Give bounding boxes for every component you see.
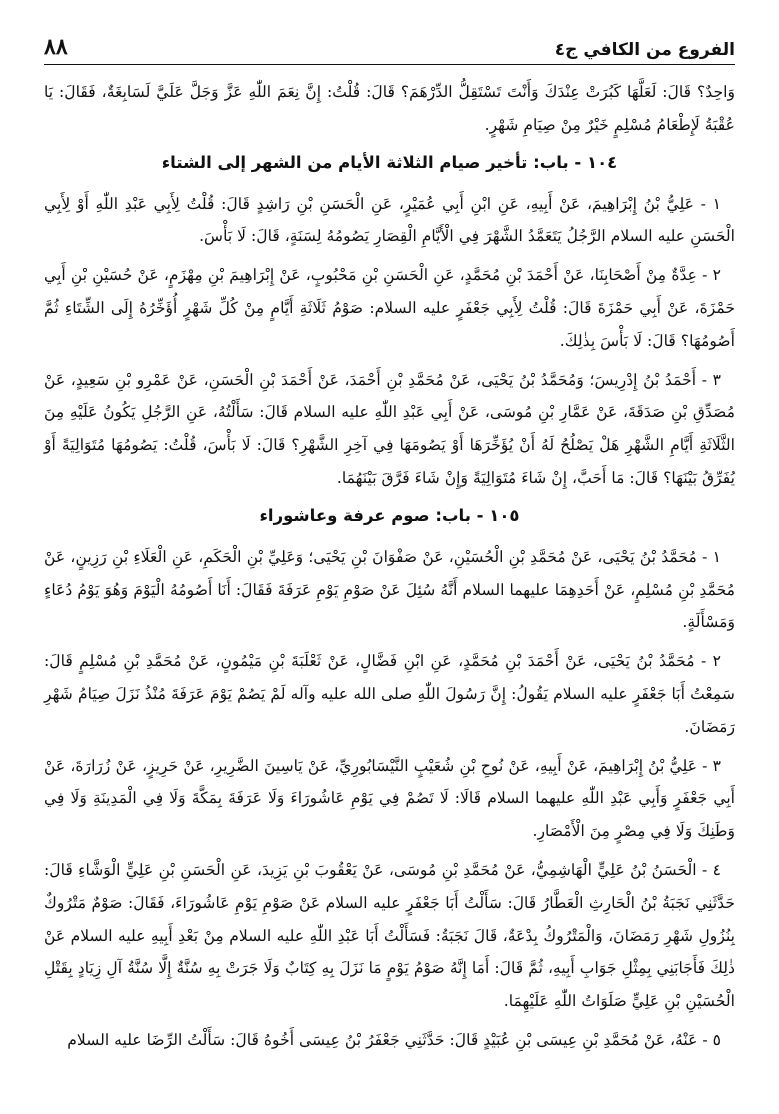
running-title: الفروع من الكافي ج٤	[554, 40, 735, 60]
hadith-105-2: ٢ - مُحَمَّدُ بْنُ يَحْيَى، عَنْ أَحْمَدَ بْنِ مُحَمَّدٍ، عَنِ ابْنِ فَضَّالٍ، عَنْ ثَعْلَبَةَ بْنِ مَيْمُونٍ، عَنْ مُحَمَّدِ بْنِ مُسْلِمٍ قَالَ: سَمِعْتُ أَبَا جَعْفَرٍ عليه السلام يَقُولُ: إِنَّ رَسُولَ اللّٰهِ صلى الله عليه وآله لَمْ يَصُمْ يَوْمَ عَرَفَةَ مُنْذُ نَزَلَ صِيَامُ شَهْرِ رَمَضَانَ.	[44, 652, 735, 736]
hadith-104-1: ١ - عَلِيُّ بْنُ إِبْرَاهِيمَ، عَنْ أَبِيهِ، عَنِ ابْنِ أَبِي عُمَيْرٍ، عَنِ الْحَسَنِ بْنِ رَاشِدٍ قَالَ: قُلْتُ لِأَبِي عَبْدِ اللّٰهِ أَوْ لِأَبِي الْحَسَنِ عليه السلام الرَّجُلُ يَتَعَمَّدُ الشَّهْرَ فِي الْأَيَّامِ الْقِصَارِ يَصُومُهُ لِسَنَةٍ، قَالَ: لَا بَأْسَ.	[44, 194, 735, 246]
chapter-heading-105: ١٠٥ - باب: صوم عرفة وعاشوراء	[259, 505, 520, 525]
continuation-paragraph: وَاحِدٌ؟ قَالَ: لَعَلَّهَا كَبُرَتْ عِنْدَكَ وَأَنْتَ تَسْتَقِلُّ الدِّرْهَمَ؟ قَالَ: قُلْتُ: إِنَّ نِعَمَ اللّٰهِ عَزَّ وَجَلَّ عَلَيَّ لَسَابِغَةٌ، فَقَالَ: يَا عُقْبَةُ لَإِطْعَامُ مُسْلِمٍ خَيْرٌ مِنْ صِيَامِ شَهْرٍ.	[44, 83, 735, 134]
page-body	[44, 76, 735, 1063]
chapter-heading-104: ١٠٤ - باب: تأخير صيام الثلاثة الأيام من الشهر إلى الشتاء	[161, 152, 618, 172]
hadith-104-2: ٢ - عِدَّةٌ مِنْ أَصْحَابِنَا، عَنْ أَحْمَدَ بْنِ مُحَمَّدٍ، عَنِ الْحَسَنِ بْنِ مَحْبُوبٍ، عَنْ إِبْرَاهِيمَ بْنِ مِهْزَمٍ، عَنْ حُسَيْنِ بْنِ أَبِي حَمْزَةَ، عَنْ أَبِي حَمْزَةَ قَالَ: قُلْتُ لِأَبِي جَعْفَرٍ عليه السلام: صَوْمُ ثَلَاثَةِ أَيَّامٍ مِنْ كُلِّ شَهْرٍ أُؤَخِّرُهُ إِلَى الشِّتَاءِ ثُمَّ أَصُومُهَا؟ قَالَ: لَا بَأْسَ بِذٰلِكَ.	[44, 266, 735, 350]
page-header	[44, 26, 735, 65]
hadith-105-5: ٥ - عَنْهُ، عَنْ مُحَمَّدِ بْنِ عِيسَى بْنِ عُبَيْدٍ قَالَ: حَدَّثَنِي جَعْفَرُ بْنُ عِيسَى أَخُوهُ قَالَ: سَأَلْتُ الرِّضَا عليه السلام	[67, 1030, 721, 1049]
hadith-104-3: ٣ - أَحْمَدُ بْنُ إِدْرِيسَ؛ وَمُحَمَّدُ بْنُ يَحْيَى، عَنْ مُحَمَّدِ بْنِ أَحْمَدَ، عَنْ أَحْمَدَ بْنِ الْحَسَنِ، عَنْ عَمْرِو بْنِ سَعِيدٍ، عَنْ مُصَدِّقِ بْنِ صَدَقَةَ، عَنْ عَمَّارِ بْنِ مُوسَى، عَنْ أَبِي عَبْدِ اللّٰهِ عليه السلام قَالَ: سَأَلْتُهُ، عَنِ الرَّجُلِ يَكُونُ عَلَيْهِ مِنَ الثَّلَاثَةِ أَيَّامِ الشَّهْرِ هَلْ يَصْلُحُ لَهُ أَنْ يُؤَخِّرَهَا أَوْ يَصُومَهَا فِي آخِرِ الشَّهْرِ؟ قَالَ: لَا بَأْسَ، قُلْتُ: يَصُومُهَا مُتَوَالِيَةً أَوْ يُفَرِّقُ بَيْنَهَا؟ قَالَ: مَا أَحَبَّ، إِنْ شَاءَ مُتَوَالِيَةً وَإِنْ شَاءَ فَرَّقَ بَيْنَهُمَا.	[44, 370, 735, 487]
hadith-105-4: ٤ - الْحَسَنُ بْنُ عَلِيٍّ الْهَاشِمِيُّ، عَنْ مُحَمَّدِ بْنِ مُوسَى، عَنْ يَعْقُوبَ بْنِ يَزِيدَ، عَنِ الْحَسَنِ بْنِ عَلِيٍّ الْوَشَّاءِ قَالَ: حَدَّثَنِي نَجَبَةُ بْنُ الْحَارِثِ الْعَطَّارُ قَالَ: سَأَلْتُ أَبَا جَعْفَرٍ عليه السلام عَنْ صَوْمِ يَوْمِ عَاشُورَاءَ، فَقَالَ: صَوْمٌ مَتْرُوكٌ بِنُزُولِ شَهْرِ رَمَضَانَ، وَالْمَتْرُوكُ بِدْعَةٌ، قَالَ نَجَبَةُ: فَسَأَلْتُ أَبَا عَبْدِ اللّٰهِ عليه السلام مِنْ بَعْدِ أَبِيهِ عليه السلام عَنْ ذٰلِكَ فَأَجَابَنِي بِمِثْلِ جَوَابِ أَبِيهِ، ثُمَّ قَالَ: أَمَا إِنَّهُ صَوْمُ يَوْمٍ مَا نَزَلَ بِهِ كِتَابٌ وَلَا جَرَتْ بِهِ سُنَّةٌ إِلَّا سُنَّةُ آلِ زِيَادٍ بِقَتْلِ الْحُسَيْنِ بْنِ عَلِيٍّ صَلَوَاتُ اللّٰهِ عَلَيْهِمَا.	[44, 860, 735, 1011]
hadith-105-1: ١ - مُحَمَّدُ بْنُ يَحْيَى، عَنْ مُحَمَّدِ بْنِ الْحُسَيْنِ، عَنْ صَفْوَانَ بْنِ يَحْيَى؛ وَعَلِيِّ بْنِ الْحَكَمِ، عَنِ الْعَلَاءِ بْنِ رَزِينٍ، عَنْ مُحَمَّدِ بْنِ مُسْلِمٍ، عَنْ أَحَدِهِمَا عليهما السلام أَنَّهُ سُئِلَ عَنْ صَوْمِ يَوْمِ عَرَفَةَ فَقَالَ: أَنَا أَصُومُهُ الْيَوْمَ وَهُوَ يَوْمُ دُعَاءٍ وَمَسْأَلَةٍ.	[44, 547, 735, 632]
hadith-105-3: ٣ - عَلِيُّ بْنُ إِبْرَاهِيمَ، عَنْ أَبِيهِ، عَنْ نُوحِ بْنِ شُعَيْبٍ النَّيْسَابُورِيِّ، عَنْ يَاسِينَ الضَّرِيرِ، عَنْ حَرِيزٍ، عَنْ زُرَارَةَ، عَنْ أَبِي جَعْفَرٍ وَأَبِي عَبْدِ اللّٰهِ عليهما السلام قَالَا: لَا تَصُمْ فِي يَوْمِ عَاشُورَاءَ وَلَا عَرَفَةَ بِمَكَّةَ وَلَا فِي الْمَدِينَةِ وَلَا فِي وَطَنِكَ وَلَا فِي مِصْرٍ مِنَ الْأَمْصَارِ.	[44, 756, 735, 841]
page-number: ٨٨	[44, 34, 68, 60]
